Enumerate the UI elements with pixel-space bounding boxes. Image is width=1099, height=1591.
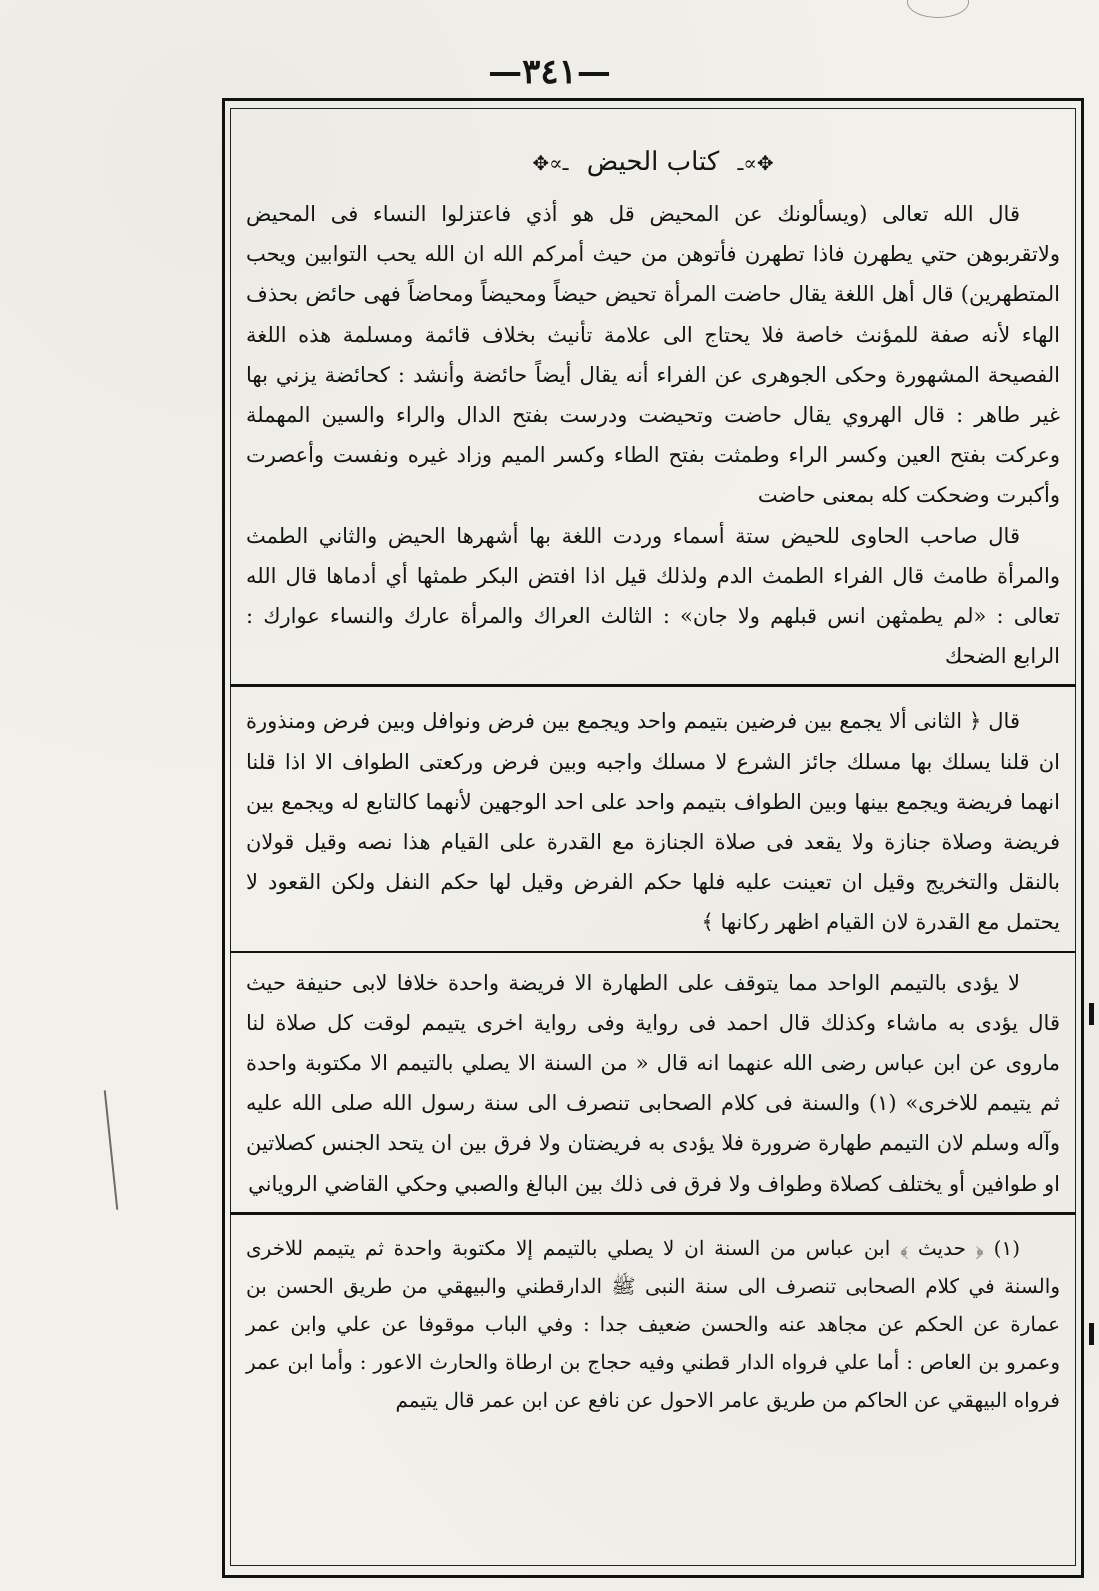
margin-pencil-line <box>104 1090 119 1210</box>
page-content <box>240 140 1066 1419</box>
section-divider <box>230 951 1076 953</box>
page-number: —٣٤١— <box>488 52 611 92</box>
ornament-right-icon: ✥∝ـ <box>737 151 774 175</box>
chapter-heading <box>240 140 1066 184</box>
ornament-left-icon: ـ∝✥ <box>532 151 569 175</box>
matn-section <box>240 701 1066 942</box>
footnote-section <box>240 1229 1066 1419</box>
paragraph: قال الله تعالى (ويسألونك عن المحيض قل هو أذي فاعتزلوا النساء فى المحيض ولاتقربوهن حتي يطهرن فاذا تطهرن فأتوهن من حيث أمركم الله ان الله يحب التوابين ويحب المتطهرين) قال أهل اللغة يقال حاضت المرأة تحيض حيضاً ومحيضاً ومحاضاً فهى حائض بحذف الهاء لأنه صفة للمؤنث خاصة فلا يحتاج الى علامة تأنيث بخلاف قائمة ومسلمة هذه اللغة الفصيحة المشهورة وحكى الجوهرى عن الفراء أنه يقال أيضاً حائضة وأنشد : كحائضة يزني بها غير طاهر : قال الهروي يقال حاضت وتحيضت ودرست بفتح الدال والراء والسين المهملة وعركت بفتح العين وكسر الراء وطمثت بفتح الطاء وكسر الميم وزاد غيره ونفست وأعصرت وأكبرت وضحكت كله بمعنى حاضت <box>246 202 1060 508</box>
section-divider <box>230 684 1076 687</box>
margin-mark-bottom <box>1089 1323 1094 1345</box>
page-corner-mark <box>907 0 969 18</box>
quran-commentary-section <box>240 194 1066 676</box>
footnote-paragraph: (١) ﴿ حديث ﴾ ابن عباس من السنة ان لا يصلي بالتيمم إلا مكتوبة واحدة ثم يتيمم للاخرى والسنة في كلام الصحابى تنصرف الى سنة النبى ﷺ الدارقطني والبيهقي من طريق الحسن بن عمارة عن الحكم عن مجاهد عنه والحسن ضعيف جدا : وفي الباب موقوفا عن علي وابن عمر وعمرو بن العاص : أما علي فرواه الدار قطني وفيه حجاج بن ارطاة والحارث الاعور : وأما ابن عمر فرواه البيهقي عن الحاكم من طريق عامر الاحول عن نافع عن ابن عمر قال يتيمم <box>246 1235 1060 1412</box>
chapter-title: كتاب الحيض <box>586 147 720 177</box>
footnote-divider <box>230 1212 1076 1215</box>
paragraph: قال صاحب الحاوى للحيض ستة أسماء وردت اللغة بها أشهرها الحيض والثاني الطمث والمرأة طامث قال الفراء الطمث الدم ولذلك قيل اذا افتض البكر طمثها أي أدماها قال الله تعالى : «لم يطمثهن انس قبلهم ولا جان» : الثالث العراك والمرأة عارك والنساء عوارك : الرابع الضحك <box>246 523 1060 669</box>
sharh-section <box>240 963 1066 1204</box>
paragraph: قال ﴿ الثانى ألا يجمع بين فرضين بتيمم واحد ويجمع بين فرض ونوافل وبين فرض ومنذورة ان قلنا يسلك بها مسلك جائز الشرع لا مسلك واجبه وبين فرض وركعتى الطواف الا اذا قلنا انهما فريضة ويجمع بينها وبين الطواف بتيمم واحد على احد الوجهين لأنهما كالتابع له ويجمع بين فريضة وصلاة جنازة ولا يقعد فى صلاة الجنازة مع القدرة على القيام هذا نصه وقيل قولان بالنقل والتخريج وقيل ان تعينت عليه فلها حكم الفرض وقيل لها حكم النفل ولكن القعود لا يحتمل مع القدرة لان القيام اظهر ركانها ﴾ <box>246 709 1060 935</box>
paragraph: لا يؤدى بالتيمم الواحد مما يتوقف على الطهارة الا فريضة واحدة خلافا لابى حنيفة حيث قال يؤدى به ماشاء وكذلك قال احمد فى رواية وفى رواية اخرى يتيمم لوقت كل صلاة لنا ماروى عن ابن عباس رضى الله عنهما انه قال « من السنة الا يصلي بالتيمم الا مكتوبة واحدة ثم يتيمم للاخرى» (١) والسنة فى كلام الصحابى تنصرف الى سنة رسول الله صلى الله عليه وآله وسلم لان التيمم طهارة ضرورة فلا يؤدى به فريضتان ولا فرق بين ان يتحد الجنس كصلاتين او طوافين أو يختلف كصلاة وطواف ولا فرق فى ذلك بين البالغ والصبي وحكي القاضي الروياني <box>246 970 1060 1196</box>
margin-mark-top <box>1089 1003 1094 1025</box>
